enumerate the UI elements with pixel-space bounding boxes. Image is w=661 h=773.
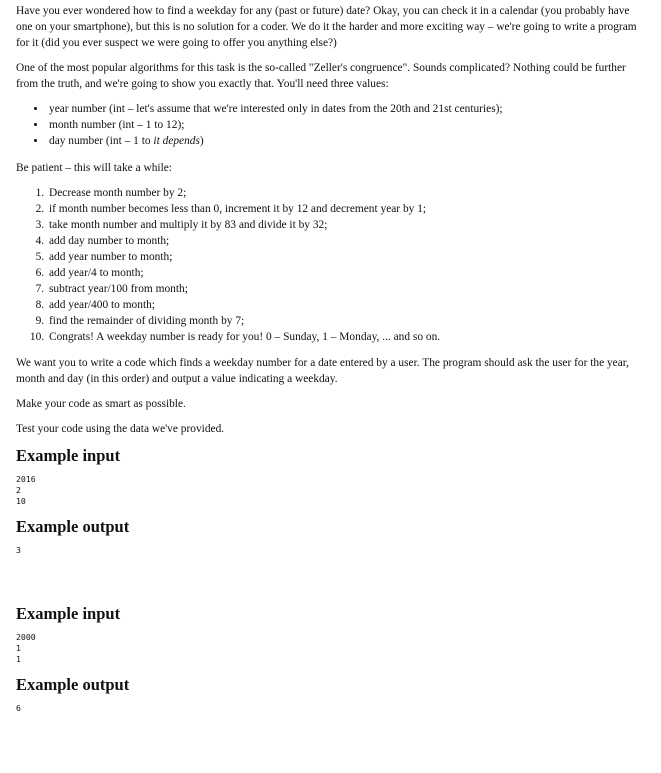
list-item-text: ) bbox=[199, 135, 204, 147]
step-item: 2. if month number becomes less than 0, increment it by 12 and decrement year by 1; bbox=[47, 201, 645, 217]
section-spacer bbox=[16, 566, 645, 596]
example-output-heading: Example output bbox=[16, 517, 130, 536]
example-1 bbox=[16, 446, 645, 556]
code-line: 1 bbox=[16, 643, 21, 653]
list-item: • year number (int – let's assume that we're interested only in dates from the 20th and 21st centuries); bbox=[47, 101, 645, 117]
code-line: 3 bbox=[16, 545, 21, 555]
step-item: 9. find the remainder of dividing month by 7; bbox=[47, 313, 645, 329]
example-input-block bbox=[16, 474, 645, 507]
step-item: 4. add day number to month; bbox=[47, 233, 645, 249]
example-input-heading: Example input bbox=[16, 446, 121, 465]
intro-paragraph-1: Have you ever wondered how to find a weekday for any (past or future) date? Okay, you can check it in a calendar (you probably have one on your smartphone), but this is no solution for a coder. We do it the harder and more exciting way – we're going to write a program for it (did you ever suspect we were going to offer you anything else?) bbox=[16, 5, 637, 49]
intro-paragraph-2: One of the most popular algorithms for this task is the so-called "Zeller's congruence". Sounds complicated? Nothing could be further from the truth, and we're going to show you exactly that. You'll need three values: bbox=[16, 62, 626, 90]
task-paragraph-3: Test your code using the data we've provided. bbox=[16, 423, 225, 435]
task-paragraph-1: We want you to write a code which finds a weekday number for a date entered by a user. The program should ask the user for the year, month and day (in this order) and output a value indicating a weekday. bbox=[16, 357, 629, 385]
step-item: 7. subtract year/100 from month; bbox=[47, 281, 645, 297]
step-item: 1. Decrease month number by 2; bbox=[47, 185, 645, 201]
step-item: 3. take month number and multiply it by 83 and divide it by 32; bbox=[47, 217, 645, 233]
task-paragraph-2: Make your code as smart as possible. bbox=[16, 398, 186, 410]
list-item: • month number (int – 1 to 12); bbox=[47, 117, 645, 133]
example-output-block bbox=[16, 545, 645, 556]
list-item-emphasis: it depends bbox=[153, 135, 200, 147]
code-line: 6 bbox=[16, 703, 21, 713]
list-item bbox=[47, 133, 645, 149]
step-item: 10. Congrats! A weekday number is ready for you! 0 – Sunday, 1 – Monday, ... and so on. bbox=[47, 329, 645, 345]
example-output-block bbox=[16, 703, 645, 714]
step-item: 5. add year number to month; bbox=[47, 249, 645, 265]
list-item-text: day number (int – 1 to bbox=[49, 135, 154, 147]
step-item: 6. add year/4 to month; bbox=[47, 265, 645, 281]
code-line: 2 bbox=[16, 485, 21, 495]
code-line: 2016 bbox=[16, 474, 36, 484]
values-list bbox=[16, 101, 645, 149]
example-input-block bbox=[16, 632, 645, 665]
algorithm-steps bbox=[16, 185, 645, 345]
example-2 bbox=[16, 604, 645, 714]
code-line: 10 bbox=[16, 496, 26, 506]
example-output-heading: Example output bbox=[16, 675, 130, 694]
code-line: 2000 bbox=[16, 632, 36, 642]
step-item: 8. add year/400 to month; bbox=[47, 297, 645, 313]
code-line: 1 bbox=[16, 654, 21, 664]
example-input-heading: Example input bbox=[16, 604, 121, 623]
patience-note: Be patient – this will take a while: bbox=[16, 162, 172, 174]
